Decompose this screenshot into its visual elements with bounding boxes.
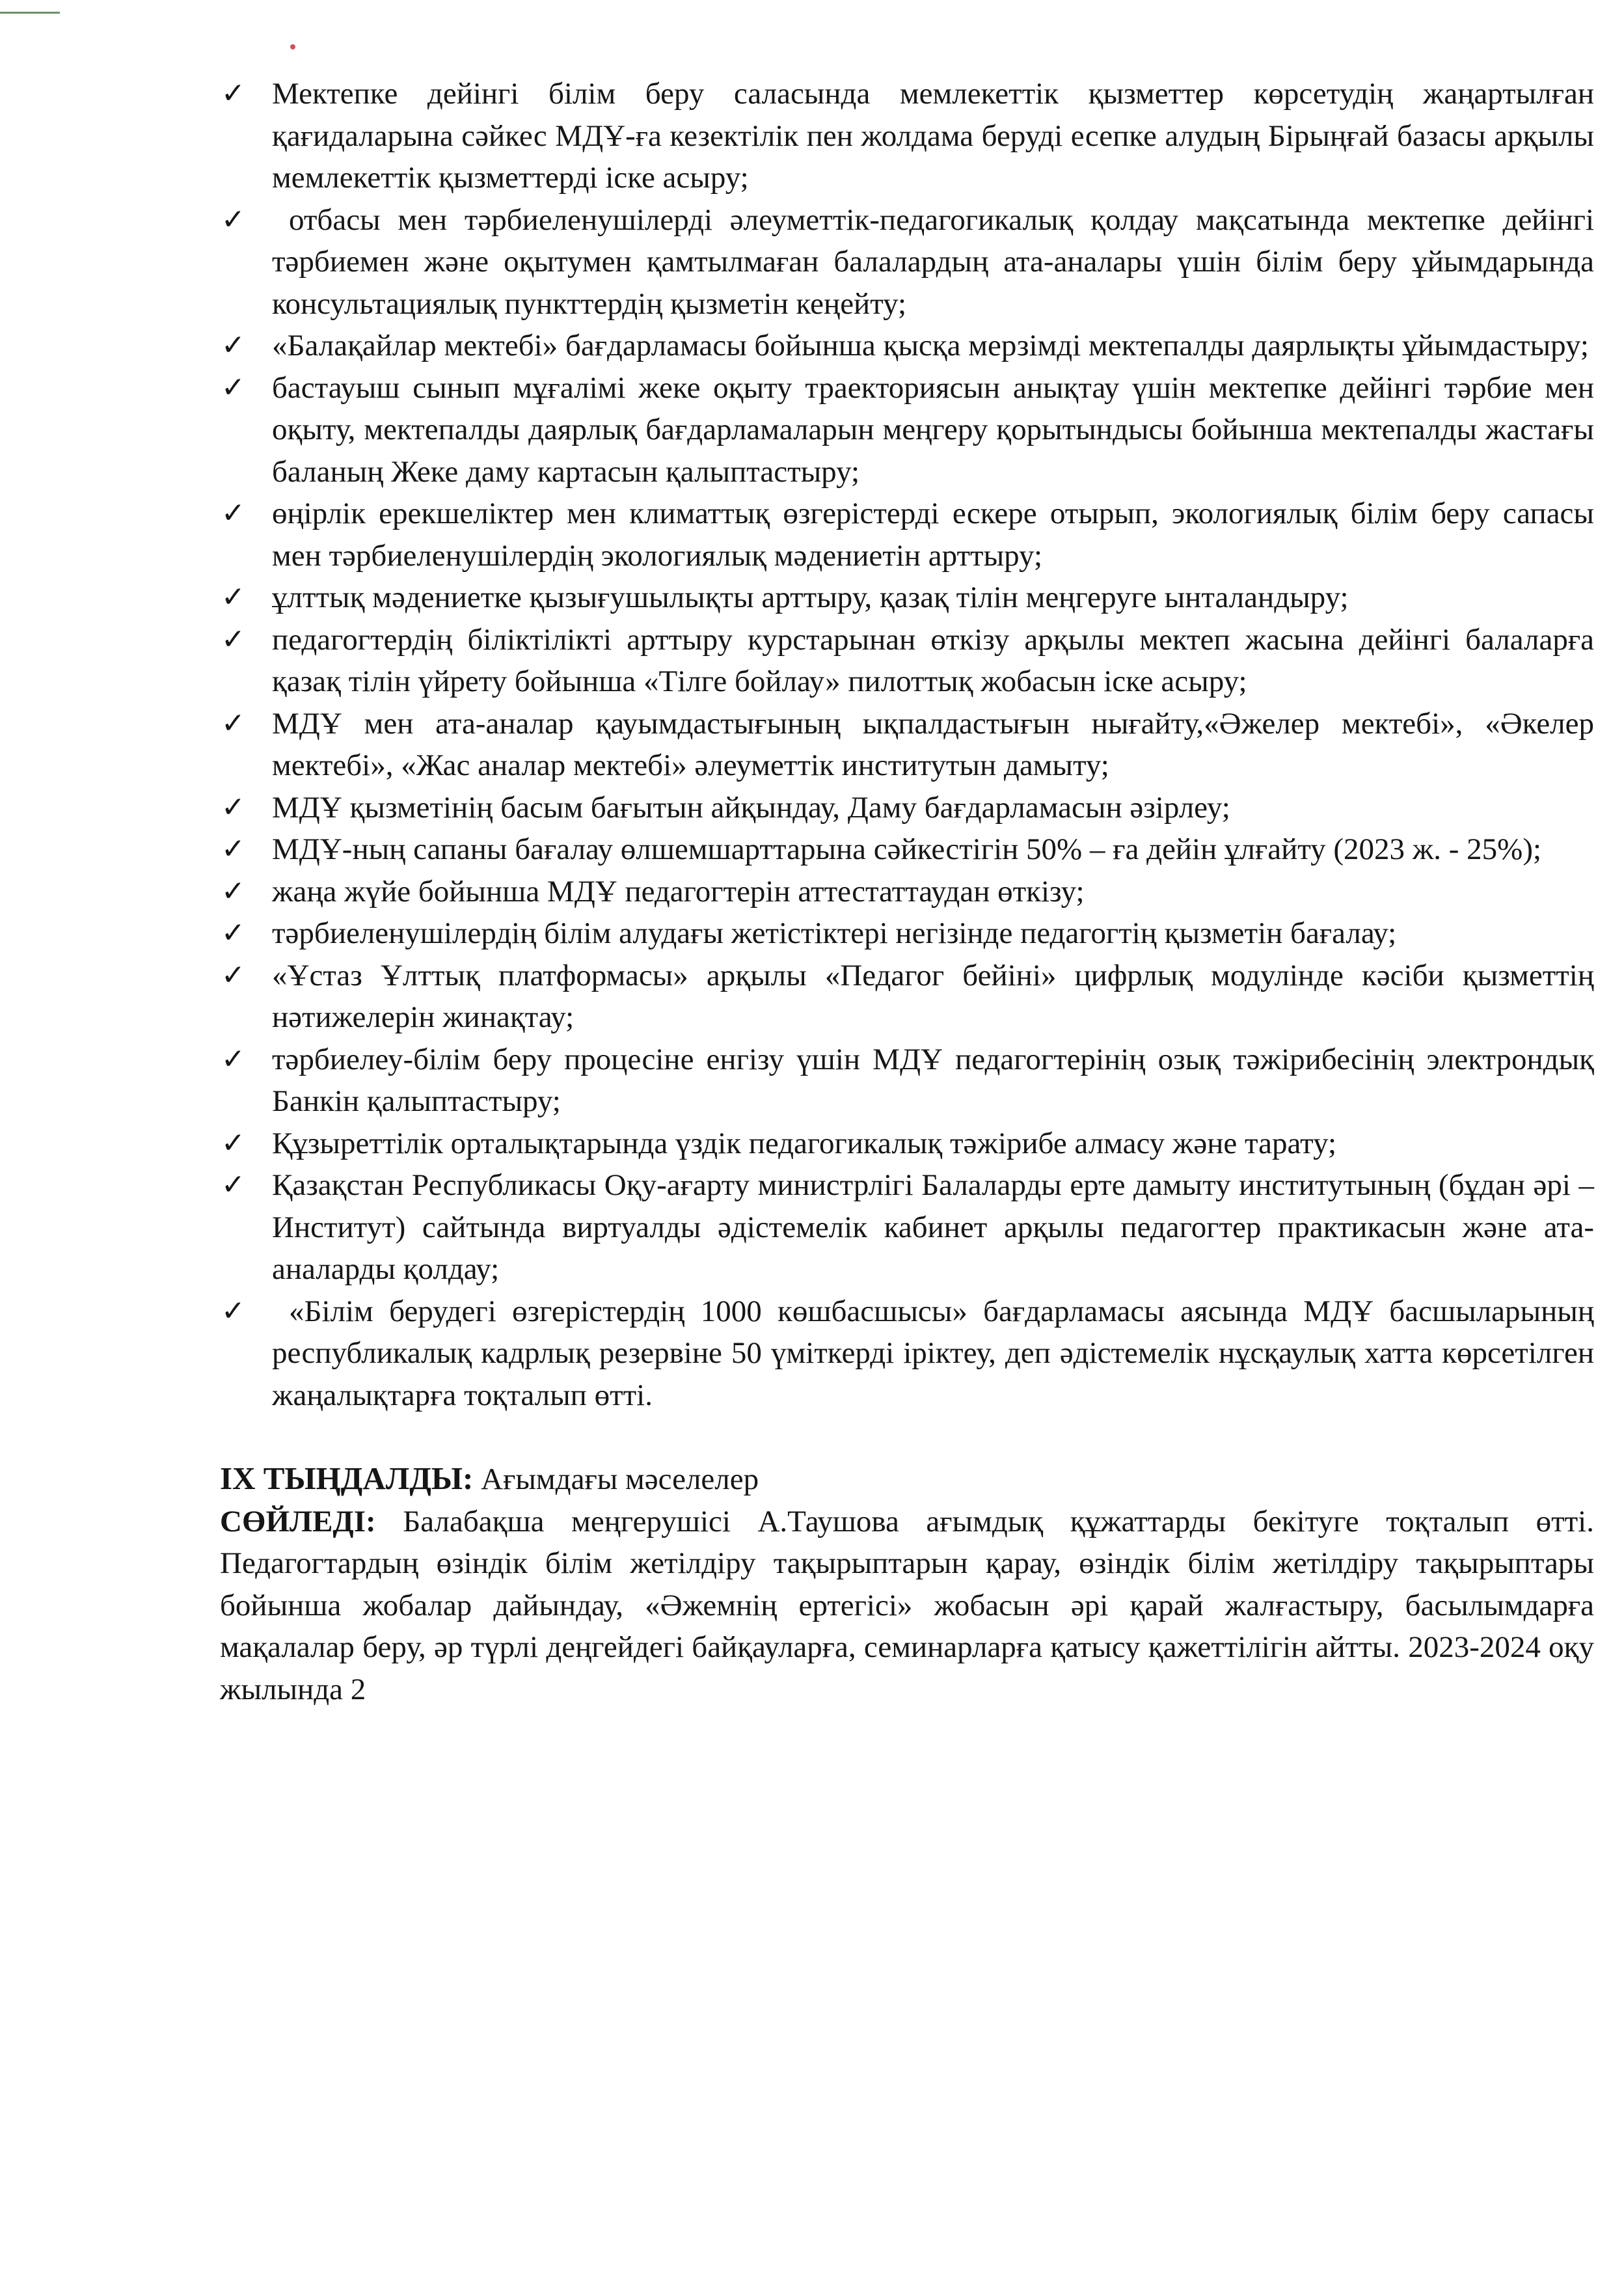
list-item [220,787,1594,829]
list-item-text: МДҰ мен ата-аналар қауымдастығының ықпалдастығын нығайту,«Әжелер мектебі», «Әкелер мектебі», «Жас аналар мектебі» әлеуметтік институтын дамыту; [272,706,1594,782]
check-icon: ✓ [221,329,245,362]
check-icon: ✓ [221,916,245,950]
check-icon: ✓ [221,958,245,992]
list-item-text: өңірлік ерекшеліктер мен климаттық өзгерістерді ескере отырып, экологиялық білім беру сапасы мен тәрбиеленушілердің экологиялық мәдениетін арттыру; [272,497,1594,573]
document-body [220,73,1594,1710]
list-item-text: МДҰ-ның сапаны бағалау өлшемшарттарына сәйкестігін 50% – ға дейін ұлғайту (2023 ж. - 25%); [272,832,1542,866]
list-item-text: «Білім берудегі өзгерістердің 1000 көшбасшысы» бағдарламасы аясында МДҰ басшыларының республикалық кадрлық резервіне 50 үміткерді іріктеу, деп әдістемелік нұсқаулық хатта көрсетілген жаңалықтарға тоқталып өтті. [272,1294,1594,1412]
list-item [220,1291,1594,1417]
list-item [220,619,1594,703]
check-icon: ✓ [221,202,245,236]
list-item-text: тәрбиелеу-білім беру процесіне енгізу үшін МДҰ педагогтерінің озық тәжірибесінің электрондық Банкін қалыптастыру; [272,1042,1594,1118]
list-item-text: жаңа жүйе бойынша МДҰ педагогтерін аттестаттаудан өткізу; [272,874,1085,909]
check-icon: ✓ [221,77,245,110]
check-icon: ✓ [221,497,245,530]
check-icon: ✓ [221,790,245,824]
list-item [220,955,1594,1039]
list-item [220,1039,1594,1123]
check-icon: ✓ [221,1126,245,1160]
check-icon: ✓ [221,832,245,866]
list-item-text: «Балақайлар мектебі» бағдарламасы бойынша қысқа мерзімді мектепалды даярлықты ұйымдастыру; [272,329,1589,362]
list-item [220,367,1594,493]
list-item-text: Қазақстан Республикасы Оқу-ағарту министрлігі Балаларды ерте дамыту институтының (бұдан әрі – Институт) сайтында виртуалды әдістемелік кабинет арқылы педагогтер практикасын және ата-аналарды қолдау; [272,1168,1594,1286]
list-item-text: МДҰ қызметінің басым бағытын айқындау, Даму бағдарламасын әзірлеу; [272,790,1230,825]
checklist [220,73,1594,1416]
list-item [220,493,1594,577]
list-item [220,828,1594,871]
list-item [220,73,1594,199]
list-item [220,871,1594,913]
ink-dot [290,44,295,49]
section-ix [220,1458,1594,1710]
list-item-text: педагогтердің біліктілікті арттыру курстарынан өткізу арқылы мектеп жасына дейінгі балаларға қазақ тілін үйрету бойынша «Тілге бойлау» пилоттық жобасын іске асыру; [272,622,1594,698]
section-heading-text: Ағымдағы мәселелер [473,1462,759,1496]
list-item [220,1164,1594,1291]
check-icon: ✓ [221,622,245,656]
list-item-text: «Ұстаз Ұлттық платформасы» арқылы «Педагог бейіні» цифрлық модулінде кәсіби қызметтің нәтижелерін жинақтау; [272,958,1594,1034]
list-item-text: Мектепке дейінгі білім беру саласында мемлекеттік қызметтер көрсетудің жаңартылған қағидаларына сәйкес МДҰ-ға кезектілік пен жолдама беруді есепке алудың Бірыңғай базасы арқылы мемлекеттік қызметтерді іске асыру; [272,77,1594,195]
list-item [220,577,1594,619]
check-icon: ✓ [221,581,245,614]
list-item [220,199,1594,325]
speaker-paragraph [220,1501,1594,1711]
speaker-label: СӨЙЛЕДІ: [220,1504,376,1538]
check-icon: ✓ [221,1042,245,1076]
check-icon: ✓ [221,874,245,908]
list-item-text: отбасы мен тәрбиеленушілерді әлеуметтік-педагогикалық қолдау мақсатында мектепке дейінгі тәрбиемен және оқытумен қамтылмаған балалардың ата-аналары үшін білім беру ұйымдарында консультациялық пункттердің қызметін кеңейту; [272,202,1594,321]
list-item [220,1123,1594,1165]
scan-edge-line [0,12,60,14]
list-item-text: тәрбиеленушілердің білім алудағы жетістіктері негізінде педагогтің қызметін бағалау; [272,916,1397,950]
check-icon: ✓ [221,706,245,740]
check-icon: ✓ [221,1168,245,1201]
section-heading [220,1458,1594,1501]
check-icon: ✓ [221,370,245,404]
list-item [220,703,1594,787]
speaker-text: Балабақша меңгерушісі А.Таушова ағымдық құжаттарды бекітуге тоқталып өтті. Педагогтардың өзіндік білім жетілдіру тақырыптарын қарау, өзіндік білім жетілдіру тақырыптары бойынша жобалар дайындау, «Әжемнің ертегісі» жобасын әрі қарай жалғастыру, басылымдарға мақалалар беру, әр түрлі деңгейдегі байқауларға, семинарларға қатысу қажеттілігін айтты. 2023-2024 оқу жылында 2 [220,1504,1594,1706]
check-icon: ✓ [221,1294,245,1328]
list-item [220,325,1594,367]
list-item-text: Құзыреттілік орталықтарында үздік педагогикалық тәжірибе алмасу және тарату; [272,1126,1337,1160]
section-heading-label: ІХ ТЫҢДАЛДЫ: [220,1460,474,1496]
list-item [220,912,1594,955]
list-item-text: ұлттық мәдениетке қызығушылықты арттыру, қазақ тілін меңгеруге ынталандыру; [272,581,1349,614]
list-item-text: бастауыш сынып мұғалімі жеке оқыту траекториясын анықтау үшін мектепке дейінгі тәрбие мен оқыту, мектепалды даярлық бағдарламаларын меңгеру қорытындысы бойынша мектепалды жастағы баланың Жеке даму картасын қалыптастыру; [272,370,1594,489]
